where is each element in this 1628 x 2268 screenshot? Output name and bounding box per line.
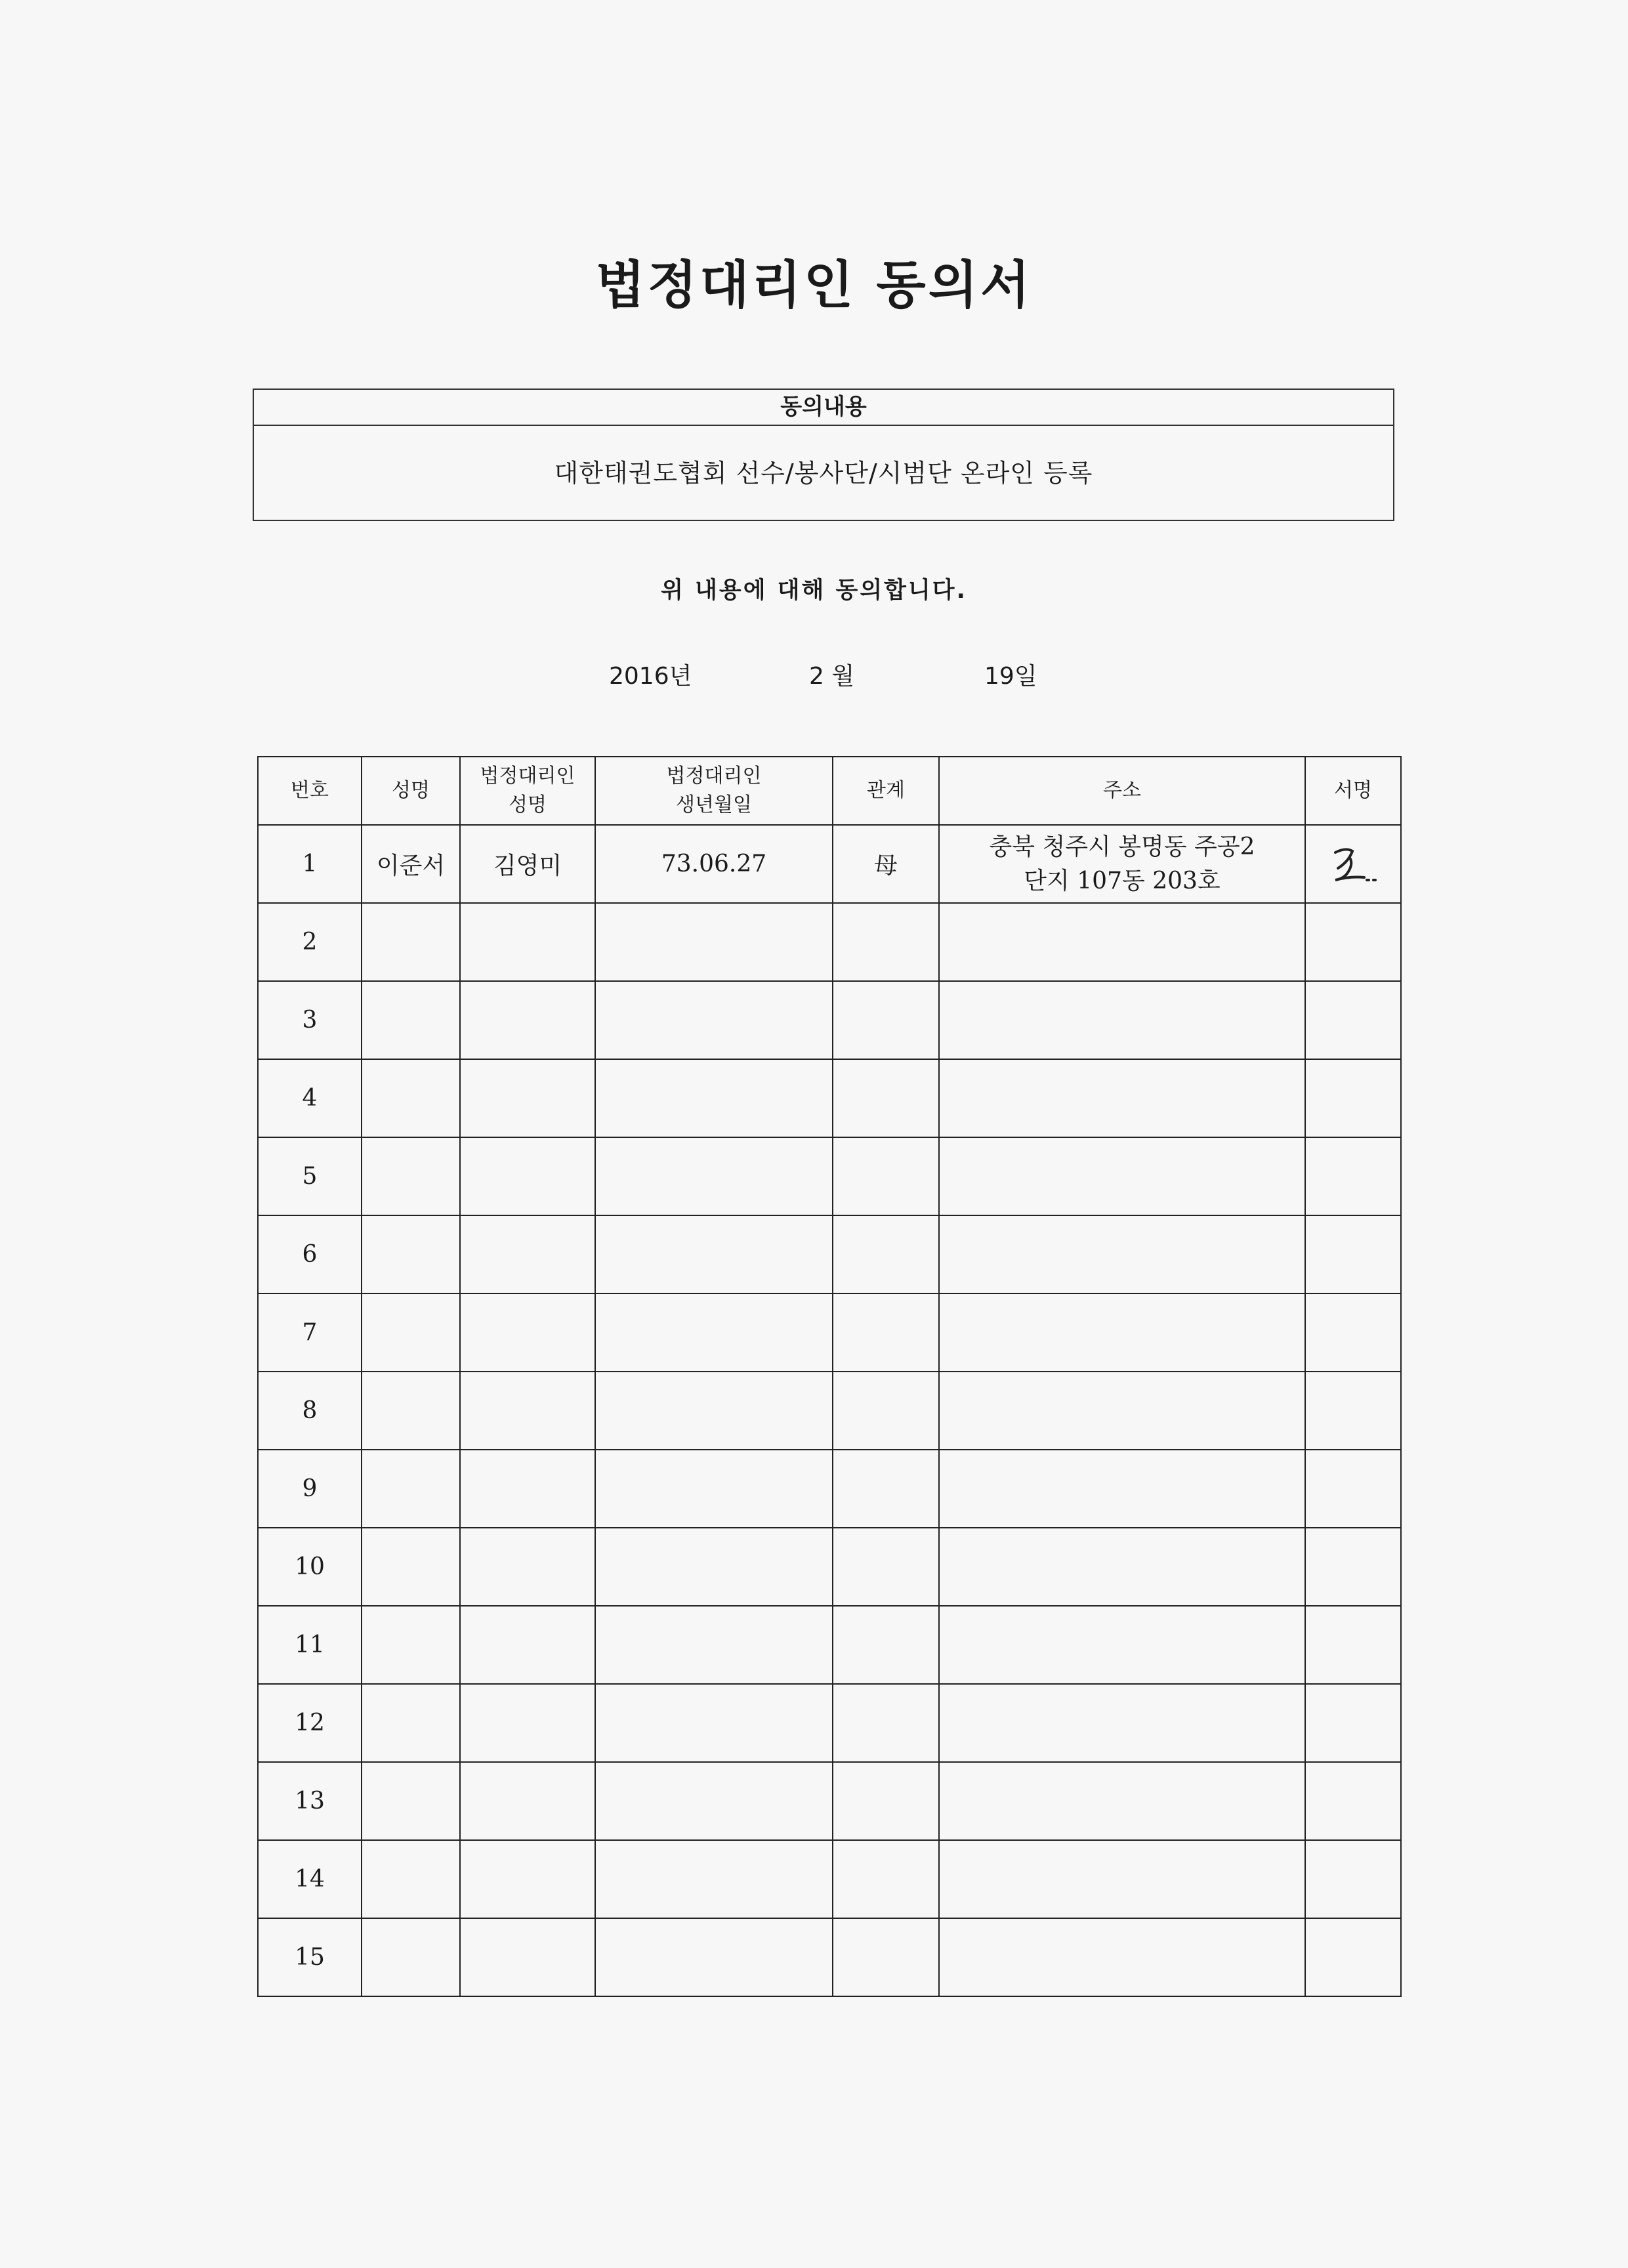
row-rep-name: 김영미 [460,825,595,903]
table-row [258,1684,1401,1762]
table-row [258,1137,1401,1215]
row-address [939,1840,1305,1918]
row-rep-name [460,1293,595,1372]
row-relation [833,1059,939,1137]
row-number: 5 [258,1137,362,1215]
table-row [258,1215,1401,1293]
row-relation [833,1450,939,1528]
row-address-line1: 충북 청주시 봉명동 주공2 [989,833,1255,860]
row-name [362,1215,460,1293]
row-relation [833,981,939,1059]
row-rep-name [460,1215,595,1293]
header-no: 번호 [258,757,362,825]
header-name: 성명 [362,757,460,825]
table-row [258,981,1401,1059]
row-number: 9 [258,1450,362,1528]
row-address [939,1215,1305,1293]
row-rep-dob [595,981,833,1059]
agreement-statement: 위 내용에 대해 동의합니다. [661,578,967,604]
row-relation [833,1762,939,1840]
row-name [362,981,460,1059]
row-signature [1305,1059,1401,1137]
header-rep-dob-line2: 생년월일 [676,793,752,816]
row-rep-name [460,1528,595,1606]
row-address [939,1059,1305,1137]
row-signature [1305,1762,1401,1840]
header-rep-name-line2: 성명 [509,793,547,816]
date-day: 19일 [984,663,1037,690]
consent-content-box [253,388,1394,521]
row-rep-dob [595,1293,833,1372]
date-year: 2016년 [609,663,692,690]
table-row [258,1840,1401,1918]
row-rep-dob [595,903,833,981]
row-rep-name [460,903,595,981]
row-name [362,903,460,981]
row-name [362,1606,460,1684]
row-address [939,1450,1305,1528]
row-signature [1305,1450,1401,1528]
row-rep-name [460,1918,595,1996]
row-signature [1305,903,1401,981]
table-row [258,1606,1401,1684]
row-name [362,1762,460,1840]
row-rep-dob [595,1840,833,1918]
row-relation [833,1293,939,1372]
row-address [939,981,1305,1059]
row-number: 8 [258,1372,362,1450]
row-address [939,1762,1305,1840]
table-row [258,1762,1401,1840]
header-rep-dob [595,757,833,825]
row-address [939,1137,1305,1215]
header-address: 주소 [939,757,1305,825]
header-rep-dob-line1: 법정대리인 [666,765,762,788]
row-number: 10 [258,1528,362,1606]
row-rep-dob: 73.06.27 [595,825,833,903]
row-address [939,1918,1305,1996]
table-header-row [258,757,1401,825]
row-address [939,903,1305,981]
row-relation: 母 [833,825,939,903]
row-signature [1305,1684,1401,1762]
row-number: 7 [258,1293,362,1372]
row-rep-dob [595,1137,833,1215]
row-relation [833,1684,939,1762]
row-signature [1305,1215,1401,1293]
row-rep-name [460,981,595,1059]
row-number: 15 [258,1918,362,1996]
row-address-line2: 단지 107동 203호 [1024,867,1221,894]
consent-content: 대한태권도협회 선수/봉사단/시범단 온라인 등록 [554,459,1093,488]
row-rep-dob [595,1606,833,1684]
row-number: 3 [258,981,362,1059]
row-address [939,1606,1305,1684]
row-name [362,1450,460,1528]
row-name [362,1293,460,1372]
row-rep-dob [595,1918,833,1996]
row-name: 이준서 [362,825,460,903]
row-address [939,1372,1305,1450]
row-address [939,825,1305,903]
row-name [362,1684,460,1762]
row-rep-name [460,1372,595,1450]
date-month: 2 월 [809,663,855,690]
handwritten-signature [1324,838,1383,891]
table-row [258,1918,1401,1996]
row-relation [833,1840,939,1918]
row-rep-name [460,1840,595,1918]
row-relation [833,1918,939,1996]
row-rep-name [460,1684,595,1762]
table-row [258,1372,1401,1450]
row-signature [1305,981,1401,1059]
row-number: 6 [258,1215,362,1293]
row-rep-name [460,1059,595,1137]
row-relation [833,1606,939,1684]
row-rep-name [460,1762,595,1840]
row-relation [833,1137,939,1215]
table-row [258,903,1401,981]
row-rep-dob [595,1762,833,1840]
row-number: 2 [258,903,362,981]
row-number: 11 [258,1606,362,1684]
row-number: 4 [258,1059,362,1137]
table-row [258,825,1401,903]
row-number: 14 [258,1840,362,1918]
header-rep-name [460,757,595,825]
row-rep-dob [595,1059,833,1137]
row-signature [1305,1528,1401,1606]
row-rep-dob [595,1528,833,1606]
row-signature [1305,1293,1401,1372]
row-rep-dob [595,1372,833,1450]
row-rep-dob [595,1215,833,1293]
header-relation: 관계 [833,757,939,825]
row-rep-name [460,1606,595,1684]
guardian-roster-table [257,756,1402,1997]
row-name [362,1372,460,1450]
header-signature: 서명 [1305,757,1401,825]
table-row [258,1293,1401,1372]
row-name [362,1137,460,1215]
row-name [362,1918,460,1996]
row-rep-dob [595,1450,833,1528]
row-signature [1305,1606,1401,1684]
date-line [0,658,1628,690]
row-address [939,1684,1305,1762]
row-number: 13 [258,1762,362,1840]
document-title: 법정대리인 동의서 [595,256,1033,315]
row-address [939,1528,1305,1606]
table-row [258,1450,1401,1528]
table-row [258,1059,1401,1137]
header-rep-name-line1: 법정대리인 [480,765,575,788]
row-number: 1 [258,825,362,903]
row-signature [1305,825,1401,903]
row-signature [1305,1918,1401,1996]
row-name [362,1059,460,1137]
row-number: 12 [258,1684,362,1762]
row-relation [833,1372,939,1450]
row-signature [1305,1840,1401,1918]
consent-heading: 동의내용 [254,390,1393,426]
row-signature [1305,1137,1401,1215]
row-rep-name [460,1137,595,1215]
row-relation [833,1528,939,1606]
row-address [939,1293,1305,1372]
row-rep-name [460,1450,595,1528]
row-name [362,1528,460,1606]
row-relation [833,1215,939,1293]
row-signature [1305,1372,1401,1450]
table-row [258,1528,1401,1606]
row-relation [833,903,939,981]
row-rep-dob [595,1684,833,1762]
row-name [362,1840,460,1918]
